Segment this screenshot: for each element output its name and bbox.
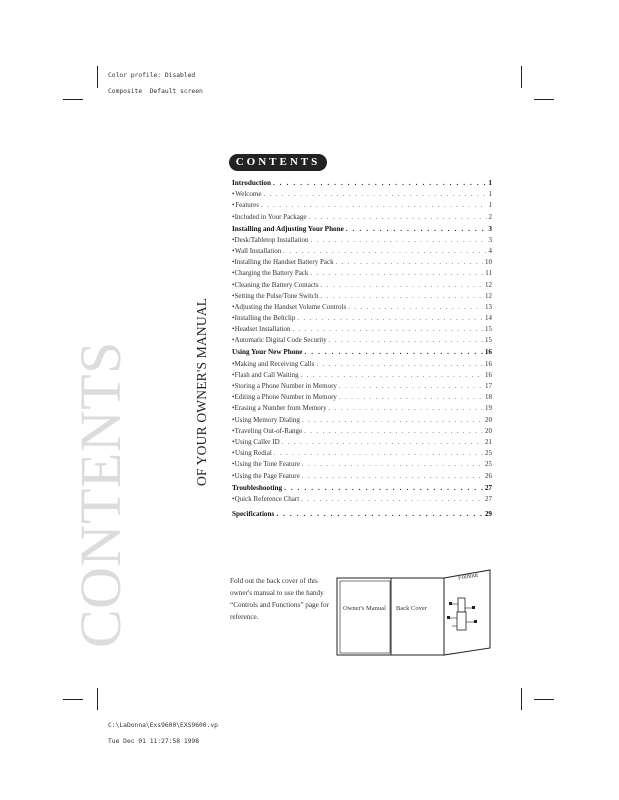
bullet-icon: • (232, 382, 235, 390)
bullet-icon: • (232, 325, 235, 334)
toc-leader-dots (339, 382, 483, 390)
print-footer (108, 714, 218, 754)
sidebar-big-title: CONTENTS (68, 341, 133, 648)
toc-label: Charging the Battery Pack (234, 269, 309, 278)
toc-leader-dots (301, 371, 483, 379)
toc-page-number: 20 (485, 415, 492, 424)
bullet-icon: • (232, 460, 235, 469)
toc-leader-dots (293, 325, 483, 333)
bullet-icon: • (232, 437, 235, 446)
toc-item-row (232, 492, 492, 503)
toc-page-number: 25 (485, 449, 492, 458)
toc-page-number: 13 (485, 302, 492, 311)
footer-line-2: Tue Dec 01 11:27:58 1998 (108, 738, 199, 745)
crop-mark (63, 699, 83, 700)
toc-leader-dots (304, 427, 483, 435)
toc-page-number: 2 (488, 212, 492, 221)
crop-mark (521, 66, 522, 88)
toc-item-row (232, 209, 492, 220)
toc-label: Adjusting the Handset Volume Controls (234, 302, 347, 311)
bullet-icon: • (232, 426, 235, 435)
toc-item-row (232, 390, 492, 401)
bullet-icon: • (232, 280, 235, 289)
toc-page-number: 15 (485, 325, 492, 334)
footer-line-1: C:\LaDonna\Exs9600\EXS9600.vp (108, 722, 218, 729)
toc-page-number: 27 (484, 483, 492, 492)
crop-mark (534, 699, 554, 700)
toc-item-row (232, 379, 492, 390)
toc-page-number: 1 (488, 201, 492, 210)
toc-label: Setting the Pulse/Tone Switch (234, 291, 319, 300)
toc-page-number: 19 (485, 404, 492, 413)
toc-page-number: 15 (485, 336, 492, 345)
toc-page-number: 16 (485, 370, 492, 379)
toc-leader-dots (263, 190, 486, 198)
toc-section-row (232, 480, 492, 492)
crop-mark (534, 99, 554, 100)
toc-leader-dots (273, 179, 486, 187)
toc-page-number: 17 (485, 382, 492, 390)
print-header (108, 64, 203, 104)
toc-item-row (232, 289, 492, 300)
toc-item-row (232, 446, 492, 457)
toc-leader-dots (346, 225, 487, 233)
toc-page-number: 14 (485, 314, 492, 323)
bullet-icon: • (232, 269, 235, 278)
bullet-icon: • (232, 494, 235, 503)
toc-page-number: 25 (485, 460, 492, 469)
toc-item-row (232, 412, 492, 423)
toc-label: Traveling Out-of-Range (234, 426, 303, 435)
bullet-icon: • (232, 370, 235, 379)
toc-page-number: 18 (485, 393, 492, 402)
foldout-illustration (336, 568, 496, 658)
toc-leader-dots (348, 303, 483, 311)
toc-leader-dots (311, 236, 487, 244)
toc-item-row (232, 333, 492, 344)
toc-label: Automatic Digital Code Security (234, 336, 327, 345)
toc-item-row (232, 457, 492, 468)
toc-leader-dots (309, 213, 487, 221)
toc-page-number: 11 (485, 269, 492, 278)
toc-item-row (232, 322, 492, 333)
toc-page-number: 3 (488, 224, 492, 233)
toc-item-row (232, 311, 492, 322)
toc-label: Installing the Beltclip (234, 314, 296, 323)
toc-item-row (232, 277, 492, 288)
toc-leader-dots (329, 404, 483, 412)
toc-page-number: 12 (485, 280, 492, 289)
bullet-icon: • (232, 235, 235, 244)
toc-item-row (232, 266, 492, 277)
bullet-icon: • (232, 393, 235, 402)
toc-label: Introduction (232, 179, 272, 187)
toc-leader-dots (283, 247, 486, 255)
bullet-icon: • (232, 302, 235, 311)
toc-leader-dots (310, 269, 483, 277)
bullet-icon: • (232, 212, 235, 221)
toc-item-row (232, 198, 492, 209)
header-line-1: Color profile: Disabled (108, 72, 196, 79)
diagram-back-cover-label: Back Cover (396, 605, 427, 612)
toc-page-number: 16 (484, 348, 492, 357)
toc-label: Welcome (235, 190, 262, 199)
toc-label: Troubleshooting (232, 483, 283, 492)
toc-label: Included in Your Package (234, 212, 307, 221)
toc-leader-dots (284, 484, 483, 492)
toc-label: Using Redial (235, 449, 272, 458)
toc-page-number: 12 (485, 291, 492, 300)
toc-label: Flash and Call Waiting (234, 370, 299, 379)
toc-label: Cleaning the Battery Contacts (234, 280, 319, 289)
foldout-diagram (336, 568, 496, 658)
toc-leader-dots (329, 336, 483, 344)
toc-label: Making and Receiving Calls (234, 359, 315, 368)
toc-leader-dots (302, 460, 483, 468)
toc-section-row (232, 221, 492, 233)
toc-leader-dots (261, 201, 487, 209)
toc-item-row (232, 435, 492, 446)
toc-page-number: 3 (488, 235, 492, 244)
toc-leader-dots (316, 360, 483, 368)
toc-page-number: 16 (485, 359, 492, 368)
toc-item-row (232, 401, 492, 412)
bullet-icon: • (232, 471, 235, 480)
toc-label: Storing a Phone Number in Memory (234, 382, 337, 390)
sidebar-subtitle: OF YOUR OWNER'S MANUAL (194, 297, 209, 486)
toc-label: Erasing a Number from Memory (234, 404, 327, 413)
bullet-icon: • (232, 201, 235, 210)
toc-page-number: 27 (485, 494, 492, 503)
toc-section-row (232, 506, 492, 518)
toc-page-number: 21 (485, 437, 492, 446)
crop-mark (97, 66, 98, 88)
toc-item-row (232, 368, 492, 379)
toc-leader-dots (321, 292, 483, 300)
contents-heading: CONTENTS (229, 154, 327, 171)
toc-item-row (232, 300, 492, 311)
crop-mark (97, 688, 98, 710)
bullet-icon: • (232, 359, 235, 368)
toc-leader-dots (276, 510, 482, 518)
toc-label: Specifications (232, 509, 275, 518)
diagram-owners-manual-label: Owner's Manual (343, 605, 386, 612)
toc-leader-dots (304, 348, 482, 356)
toc-page-number: 20 (485, 426, 492, 435)
toc-item-row (232, 244, 492, 255)
bullet-icon: • (232, 190, 235, 199)
bullet-icon: • (232, 404, 235, 413)
toc-item-row (232, 424, 492, 435)
toc-leader-dots (274, 449, 483, 457)
header-line-2: Composite Default screen (108, 88, 203, 95)
toc-label: Headset Installation (234, 325, 291, 334)
bullet-icon: • (232, 246, 235, 255)
toc-item-row (232, 356, 492, 367)
toc-leader-dots (301, 495, 483, 503)
toc-label: Editing a Phone Number in Memory (234, 393, 337, 402)
toc-page-number: 1 (488, 190, 492, 199)
toc-item-row (232, 255, 492, 266)
toc-page-number: 4 (488, 246, 492, 255)
toc-leader-dots (321, 281, 483, 289)
bullet-icon: • (232, 336, 235, 345)
toc-label: Using Your New Phone (232, 348, 303, 357)
bullet-icon: • (232, 314, 235, 323)
toc-label: Installing the Handset Battery Pack (234, 258, 334, 267)
toc-label: Quick Reference Chart (234, 494, 300, 503)
toc-page-number: 10 (485, 258, 492, 267)
toc-item-row (232, 233, 492, 244)
toc-page-number: 29 (484, 509, 492, 518)
toc-leader-dots (282, 438, 483, 446)
toc-item-row (232, 468, 492, 479)
diagram-foldout-label: Foldout (457, 571, 479, 582)
crop-mark (63, 99, 83, 100)
table-of-contents (232, 175, 492, 518)
toc-label: Using Memory Dialing (234, 415, 300, 424)
toc-leader-dots (339, 393, 483, 401)
foldout-note: Fold out the back cover of this owner's manual to use the handy “Controls and Functions” page for reference. (230, 577, 330, 621)
toc-label: Using the Page Feature (234, 471, 300, 480)
toc-section-row (232, 344, 492, 356)
toc-section-row (232, 175, 492, 187)
toc-leader-dots (302, 416, 483, 424)
toc-label: Desk/Tabletop Installation (234, 235, 309, 244)
toc-page-number: 1 (488, 179, 492, 187)
toc-leader-dots (336, 258, 483, 266)
toc-label: Using the Tone Feature (234, 460, 300, 469)
bullet-icon: • (232, 258, 235, 267)
toc-leader-dots (302, 472, 483, 480)
bullet-icon: • (232, 291, 235, 300)
toc-label: Features (235, 201, 259, 210)
bullet-icon: • (232, 449, 235, 458)
crop-mark (521, 688, 522, 710)
toc-page-number: 26 (485, 471, 492, 480)
toc-item-row (232, 187, 492, 198)
toc-label: Installing and Adjusting Your Phone (232, 224, 344, 233)
toc-label: Wall Installation (234, 246, 282, 255)
toc-leader-dots (297, 314, 483, 322)
toc-label: Using Caller ID (234, 437, 280, 446)
bullet-icon: • (232, 415, 235, 424)
